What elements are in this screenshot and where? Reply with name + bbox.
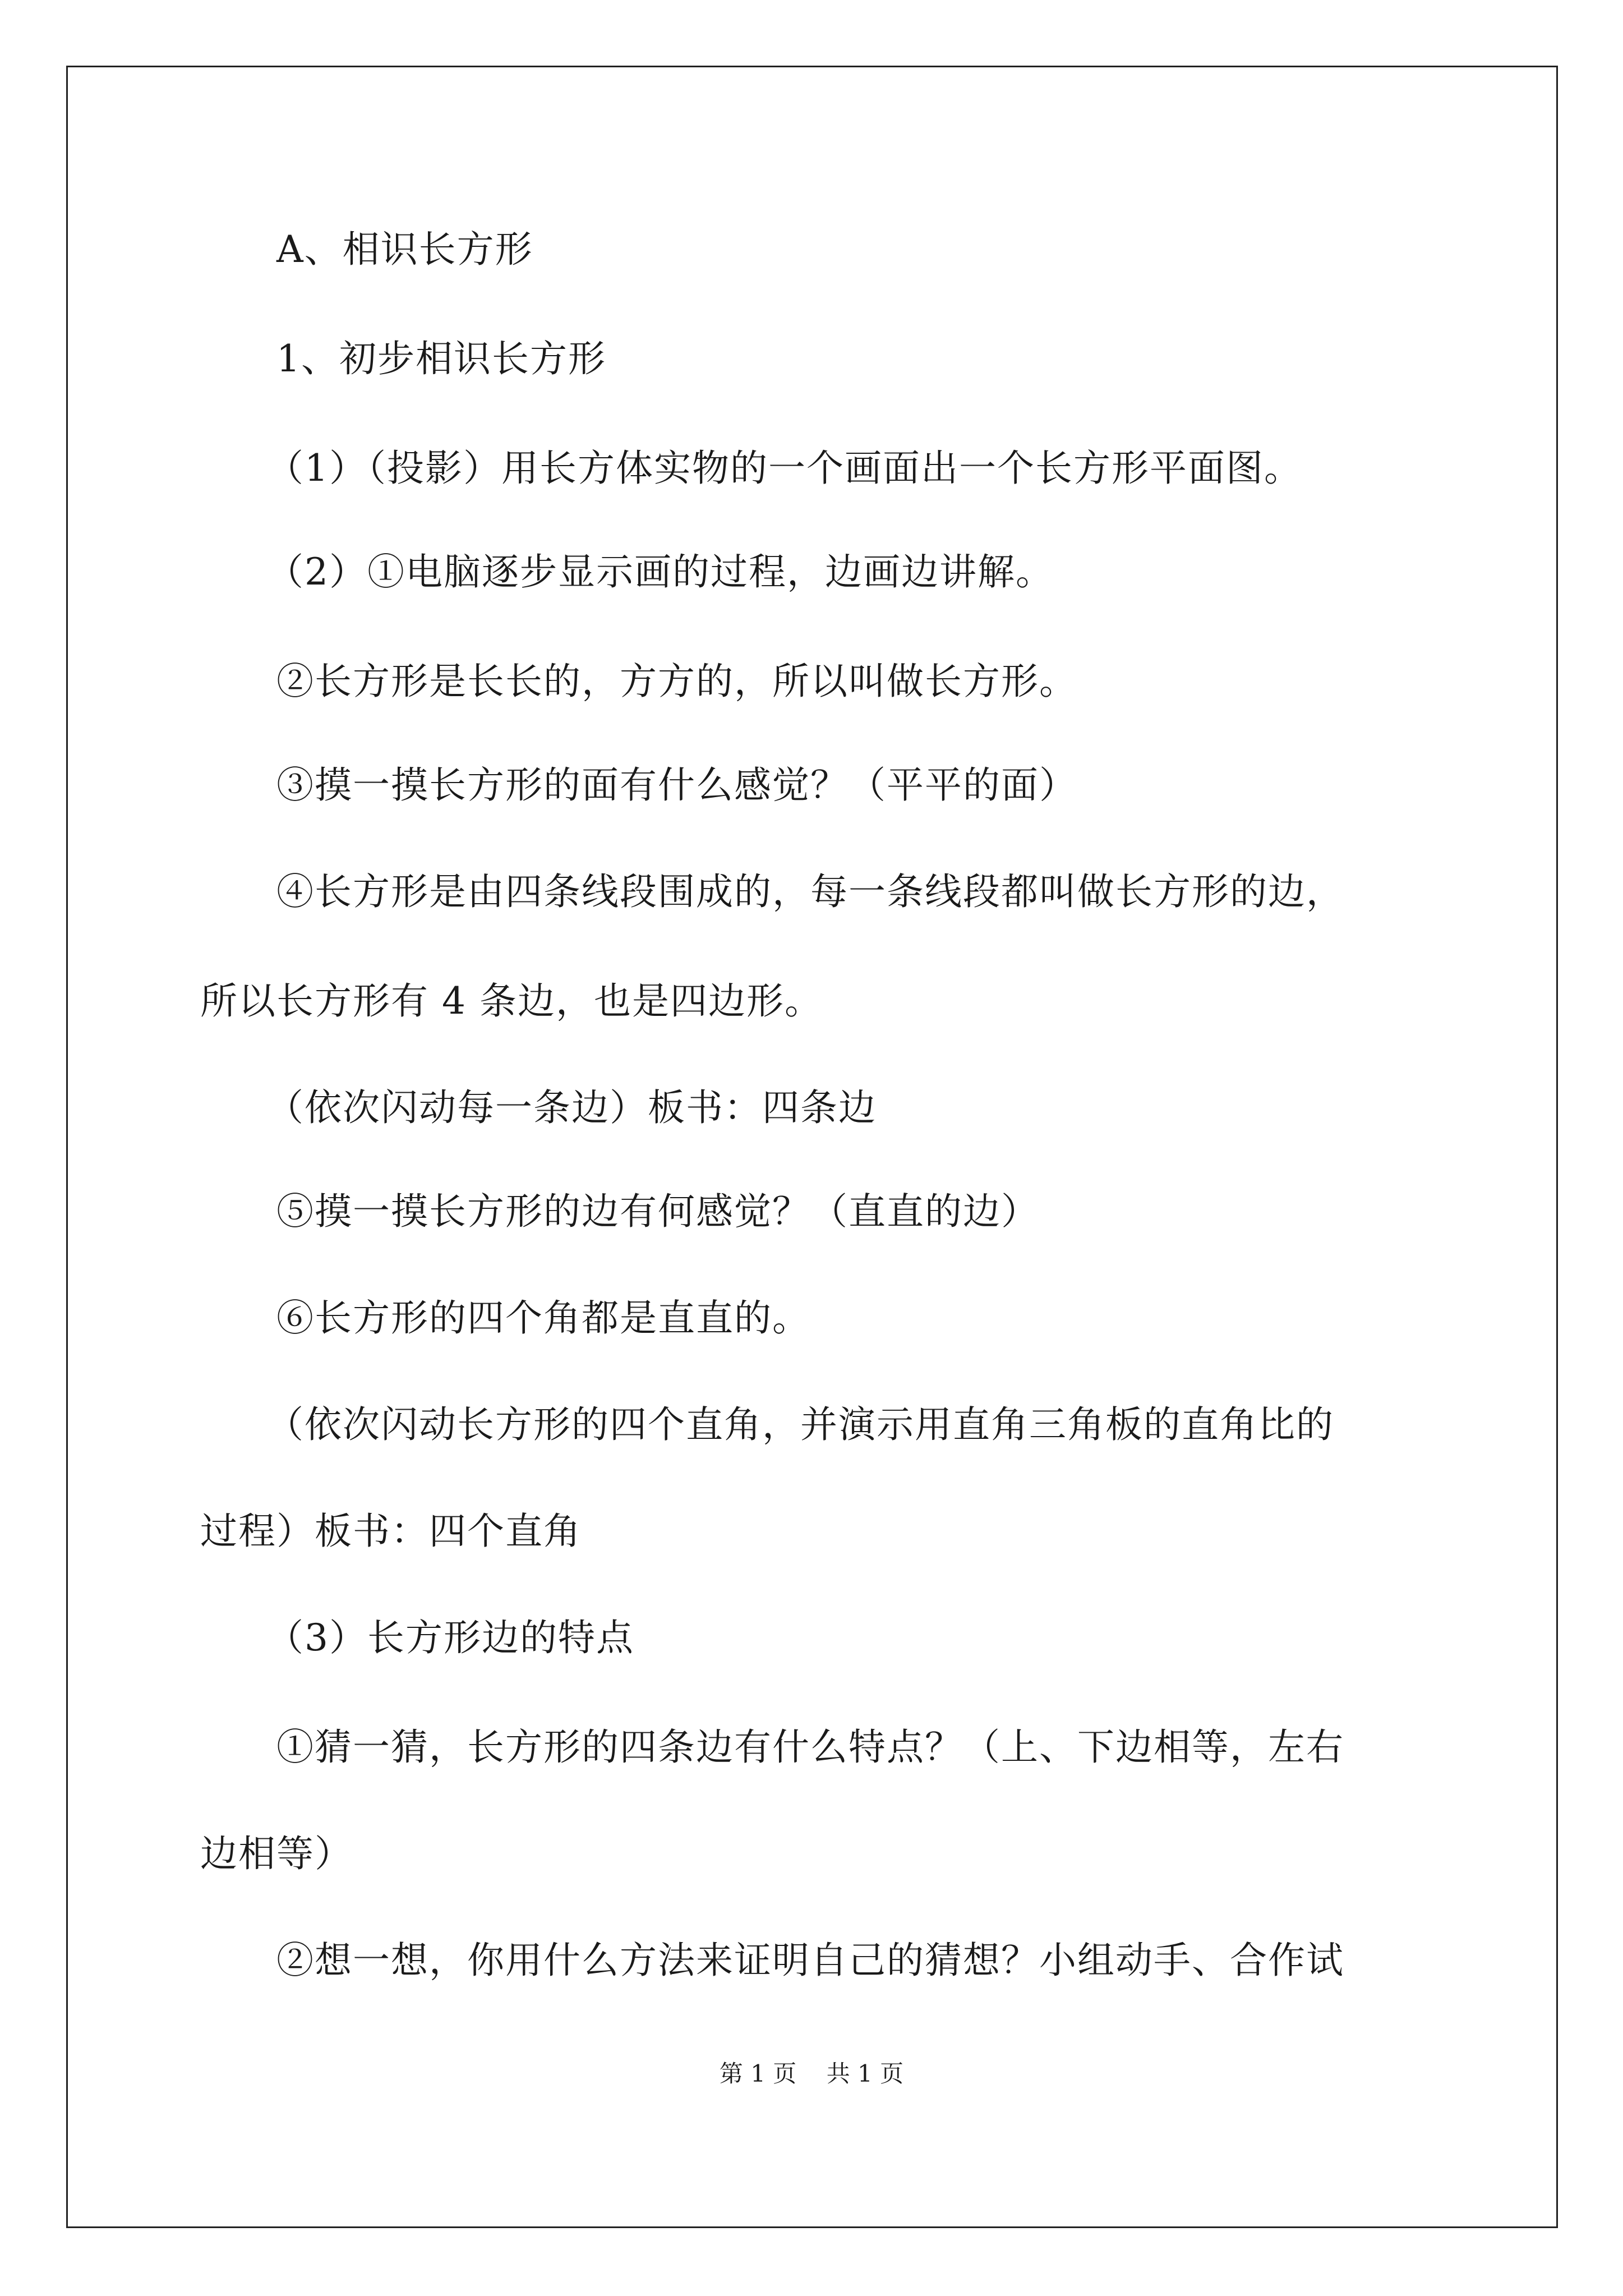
- paragraph-line: （2）①电脑逐步显示画的过程，边画边讲解。: [266, 550, 1054, 593]
- paragraph-line: （依次闪动长方形的四个直角，并演示用直角三角板的直角比的: [266, 1403, 1334, 1446]
- heading-a: A、相识长方形: [276, 228, 533, 271]
- paragraph-line: ③摸一摸长方形的面有什么感觉？（平平的面）: [276, 763, 1077, 807]
- paragraph-line: ①猜一猜，长方形的四条边有什么特点？（上、下边相等，左右: [276, 1726, 1344, 1769]
- paragraph-line: ④长方形是由四条线段围成的，每一条线段都叫做长方形的边，: [276, 870, 1344, 913]
- paragraph-line: （3）长方形边的特点: [266, 1616, 634, 1659]
- paragraph-line: 过程）板书：四个直角: [200, 1510, 582, 1553]
- paragraph-line: ⑥长方形的四个角都是直直的。: [276, 1296, 810, 1340]
- paragraph-line: ②长方形是长长的，方方的，所以叫做长方形。: [276, 660, 1077, 703]
- paragraph-line: ②想一想，你用什么方法来证明自己的猜想？小组动手、合作试: [276, 1939, 1344, 1982]
- paragraph-line: （依次闪动每一条边）板书：四条边: [266, 1086, 877, 1129]
- paragraph-line: ⑤摸一摸长方形的边有何感觉？（直直的边）: [276, 1190, 1039, 1233]
- paragraph-line: 所以长方形有 4 条边，也是四边形。: [200, 979, 823, 1023]
- page-border: [66, 66, 1558, 2228]
- paragraph-line: （1）（投影）用长方体实物的一个画面出一个长方形平面图。: [266, 447, 1302, 490]
- page-number-footer: 第 1 页 共 1 页: [719, 2060, 904, 2087]
- paragraph-line: 边相等）: [200, 1832, 353, 1875]
- heading-1: 1、初步相识长方形: [276, 337, 606, 380]
